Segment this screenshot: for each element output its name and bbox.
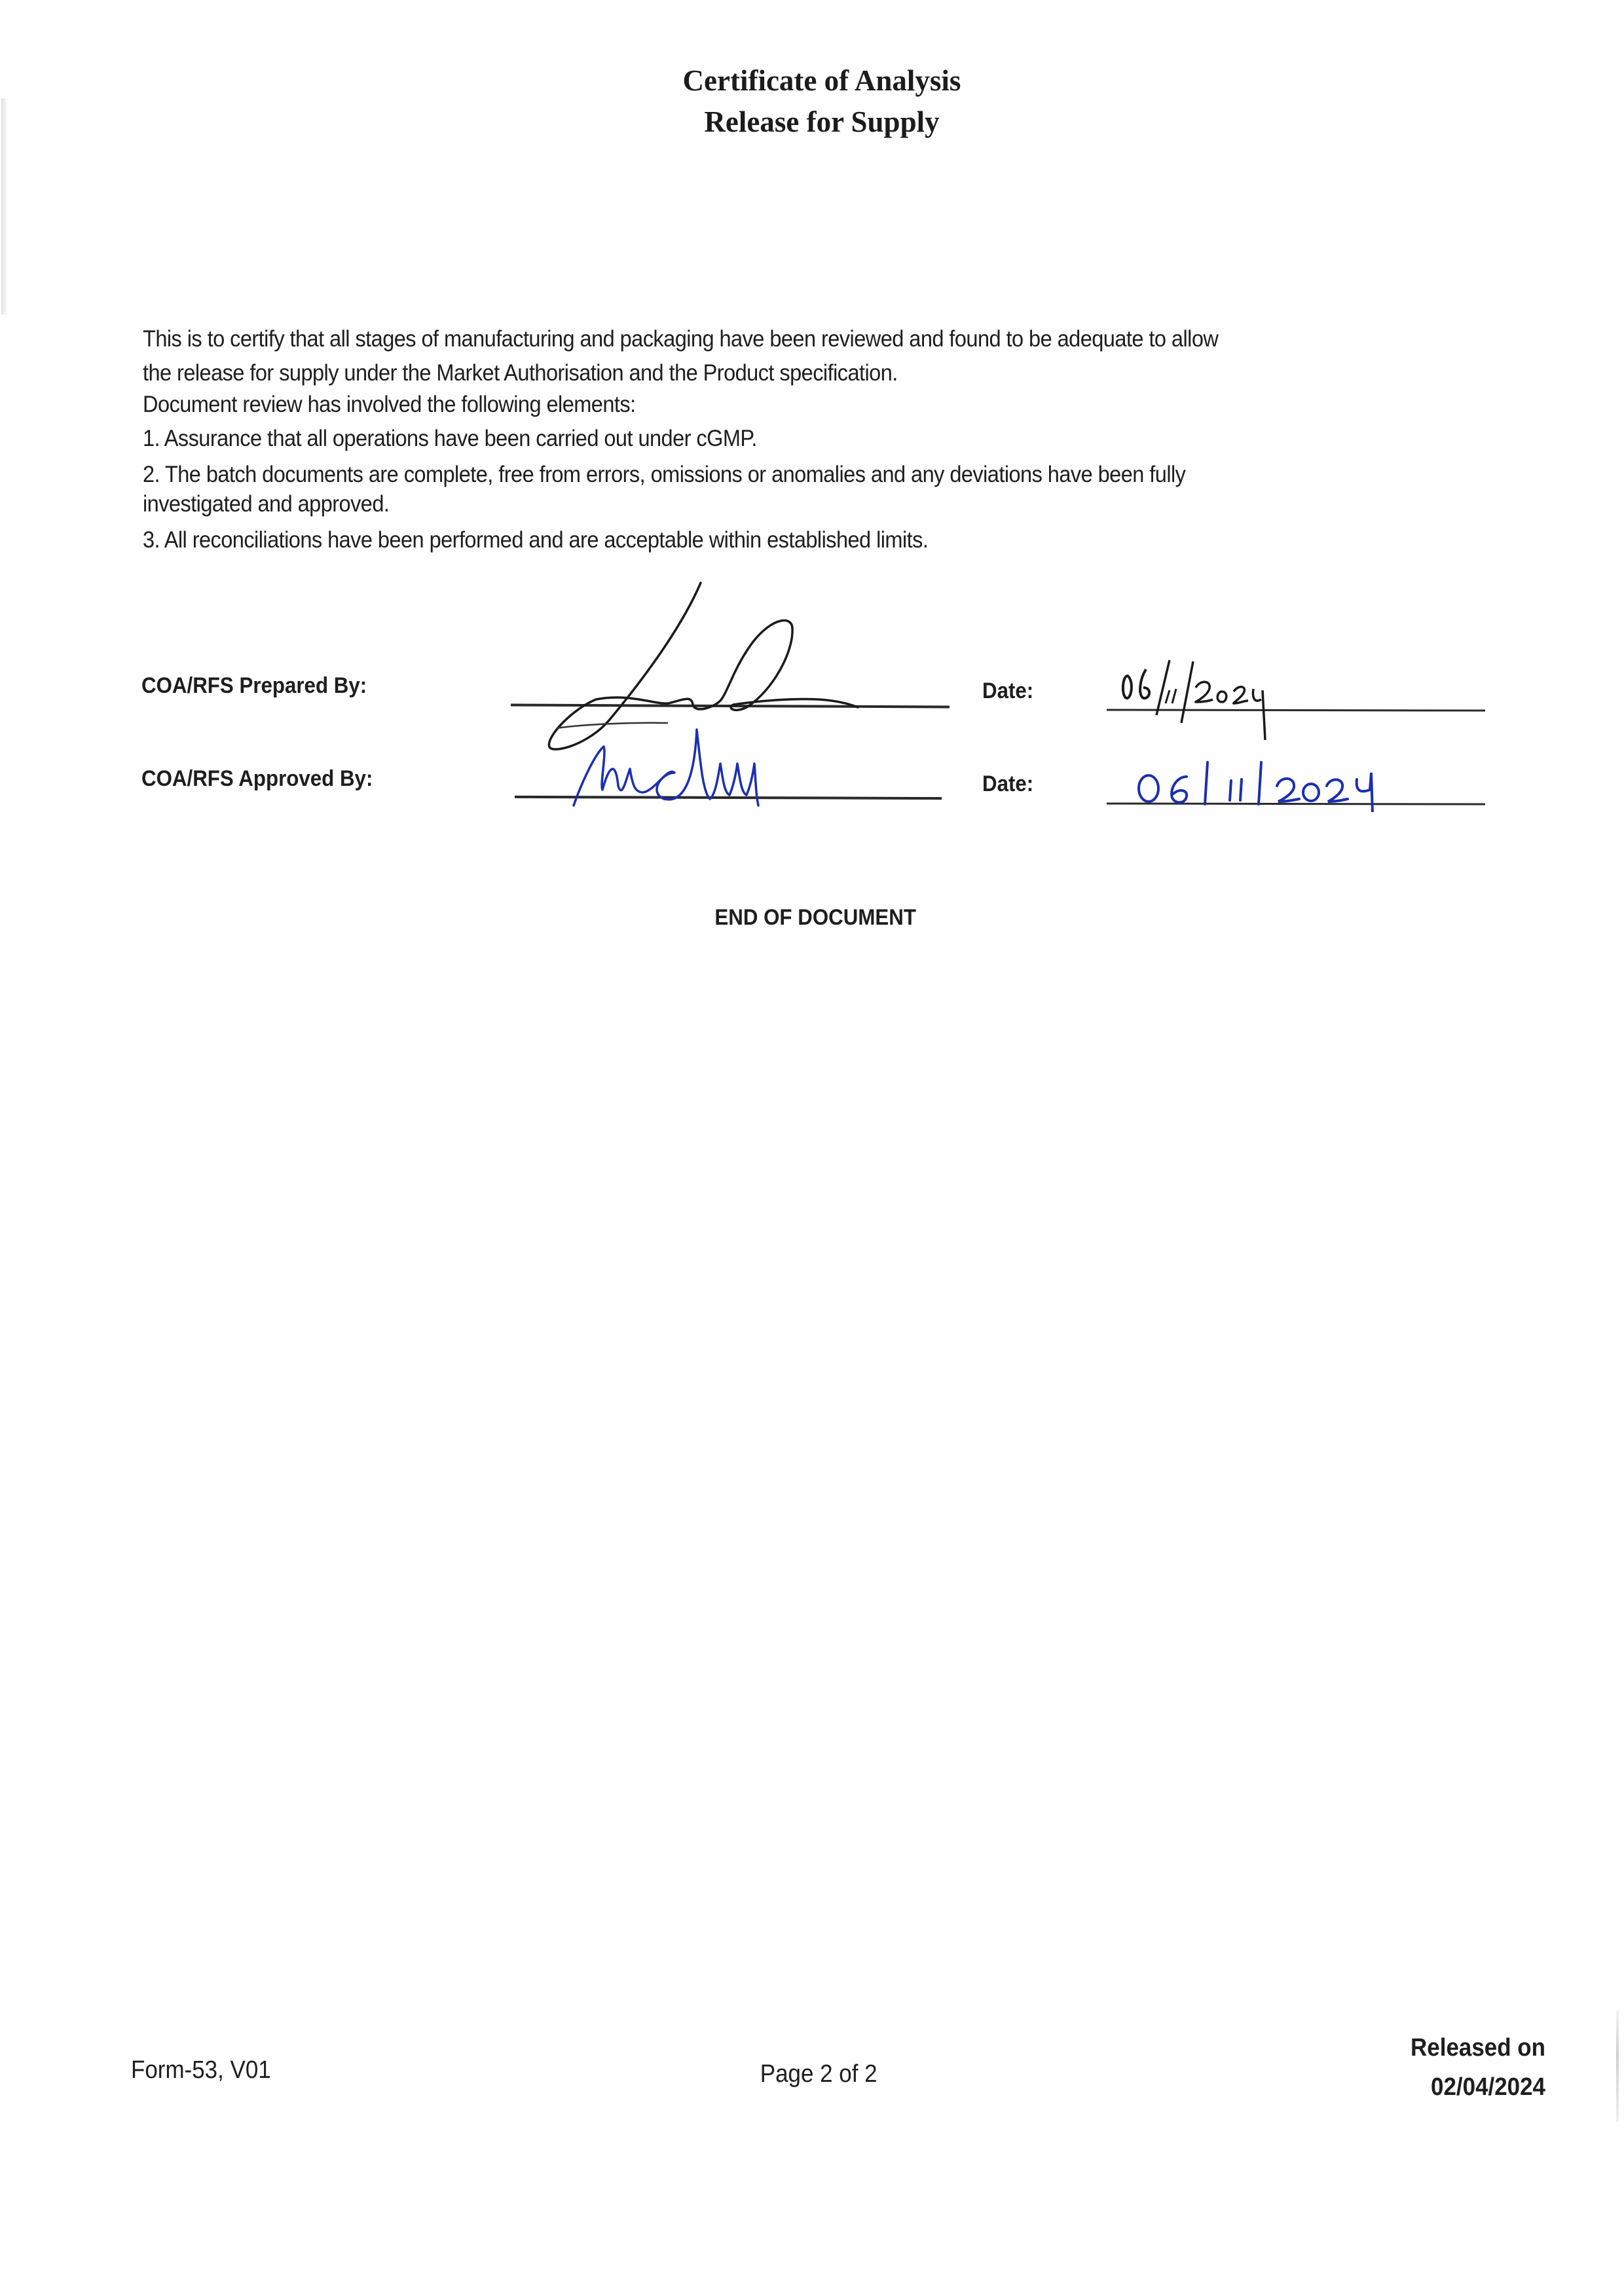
approved-date-label: Date: [982, 771, 1034, 796]
review-item-2: 2. The batch documents are complete, free from errors, omissions or anomalies and any deviations have been fully [143, 462, 1186, 487]
review-item-1: 1. Assurance that all operations have been carried out under cGMP. [143, 426, 757, 451]
release-info [1349, 2028, 1545, 2107]
review-item-2-continued: investigated and approved. [143, 491, 390, 517]
approved-signature [570, 727, 910, 812]
statement-line: Document review has involved the following elements: [143, 392, 636, 417]
review-item-3: 3. All reconciliations have been performed and are acceptable within established limits. [143, 527, 929, 553]
document-subtitle: Release for Supply [704, 105, 940, 138]
approved-date-handwritten [1133, 753, 1408, 812]
statement-line: This is to certify that all stages of manufacturing and packaging have been reviewed and found to be adequate to allow [143, 326, 1219, 352]
document-title: Certificate of Analysis [682, 64, 961, 97]
end-of-document-text: END OF DOCUMENT [714, 905, 916, 930]
prepared-date-label: Date: [982, 678, 1034, 703]
prepared-date-handwritten [1113, 642, 1323, 740]
end-of-document-marker [0, 905, 1624, 931]
approved-by-label: COA/RFS Approved By: [141, 766, 373, 791]
released-on-label: Released on [1411, 2034, 1545, 2062]
released-on-date: 02/04/2024 [1431, 2073, 1545, 2101]
page-number-text: Page 2 of 2 [760, 2060, 877, 2088]
form-version: Form-53, V01 [131, 2056, 271, 2084]
statement-line: the release for supply under the Market Authorisation and the Product specification. [143, 360, 898, 386]
prepared-by-label: COA/RFS Prepared By: [141, 673, 367, 698]
